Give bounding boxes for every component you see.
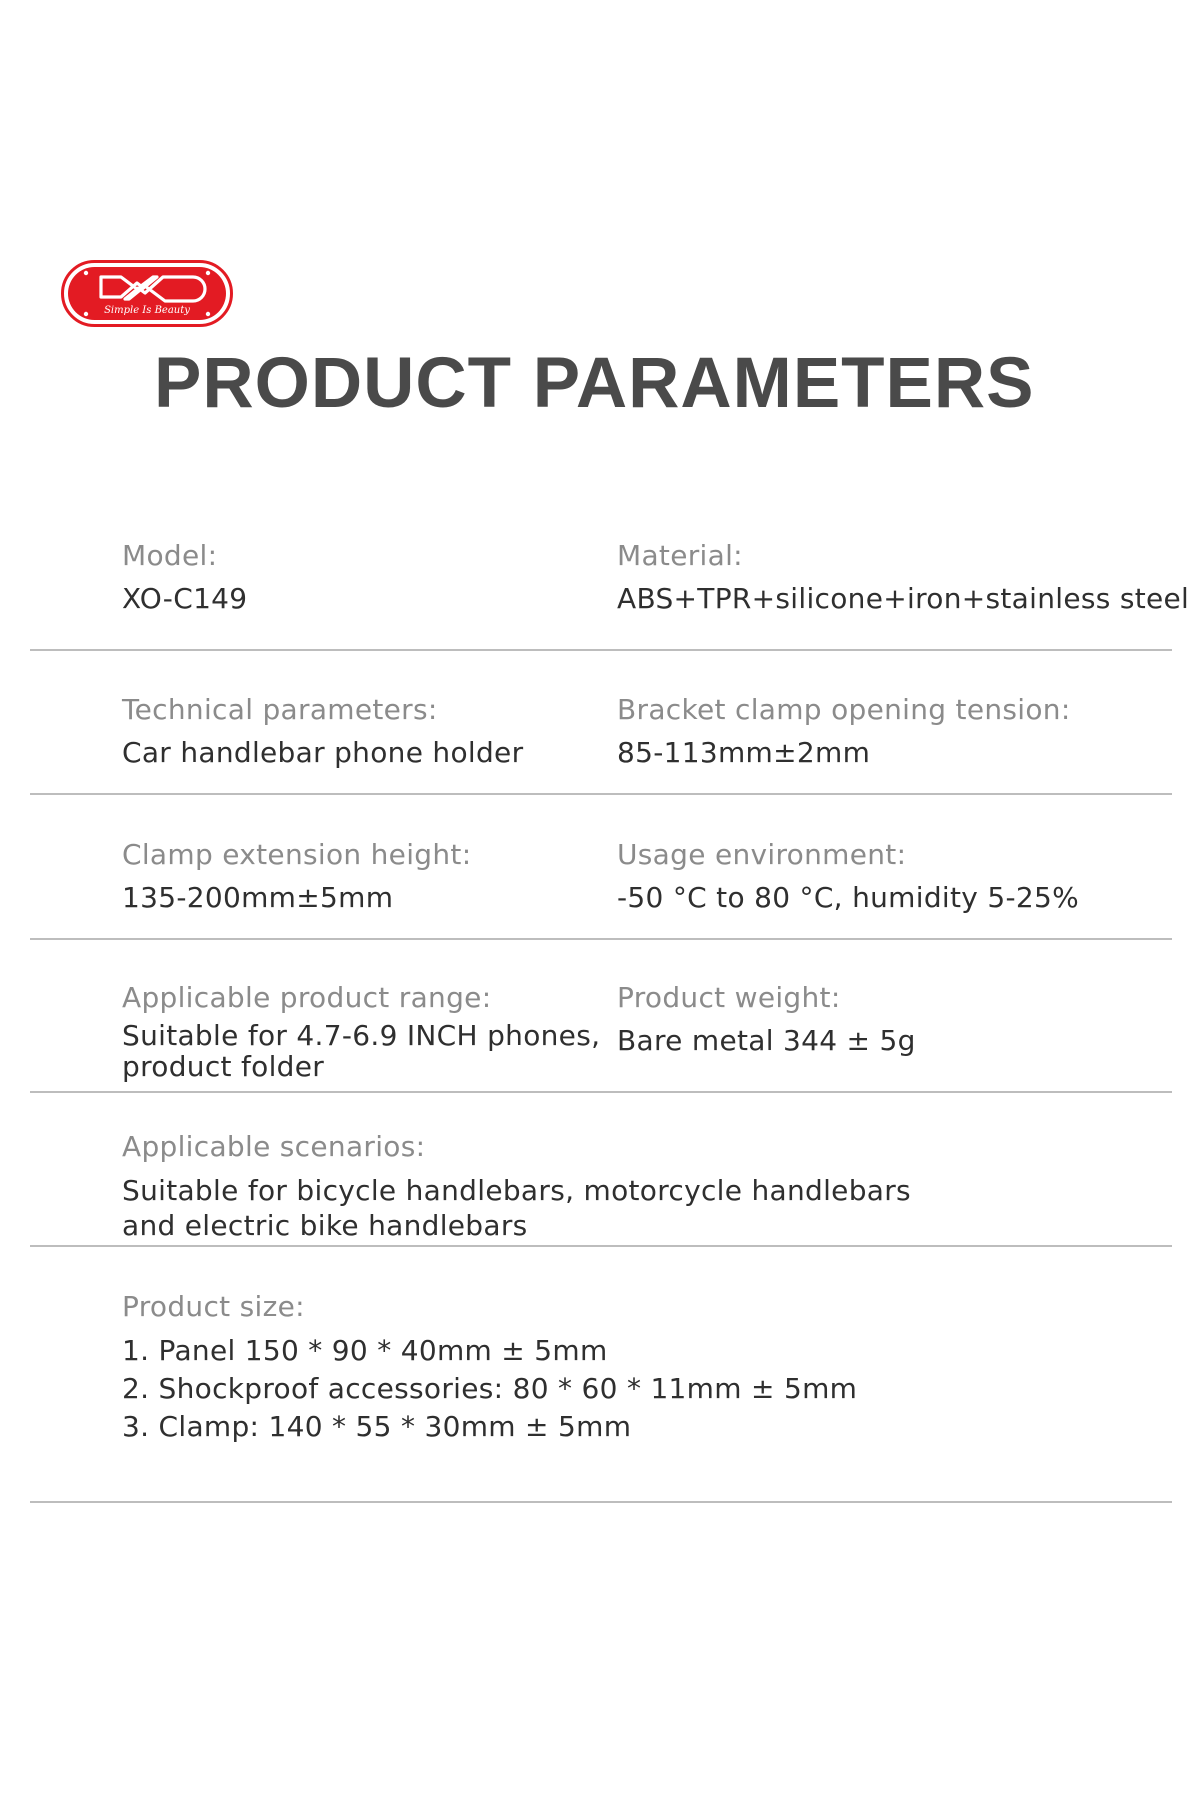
param-range xyxy=(122,981,600,1082)
param-value: Car handlebar phone holder xyxy=(122,736,524,769)
divider xyxy=(30,1501,1172,1503)
param-value: Bare metal 344 ± 5g xyxy=(617,1024,916,1057)
param-value: 135-200mm±5mm xyxy=(122,881,394,914)
param-label: Clamp extension height: xyxy=(122,838,472,871)
param-value: XO-C149 xyxy=(122,582,248,615)
param-value-line: Suitable for 4.7-6.9 INCH phones, xyxy=(122,1019,601,1052)
divider xyxy=(30,938,1172,940)
size-item: 1. Panel 150 * 90 * 40mm ± 5mm xyxy=(122,1334,608,1367)
param-label: Technical parameters: xyxy=(122,693,438,726)
param-tension xyxy=(617,693,1071,770)
param-label: Model: xyxy=(122,539,218,572)
size-item: 3. Clamp: 140 * 55 * 30mm ± 5mm xyxy=(122,1410,632,1443)
param-weight xyxy=(617,981,916,1058)
param-value xyxy=(122,1173,911,1243)
param-value xyxy=(122,1020,600,1082)
param-scenarios xyxy=(122,1130,911,1243)
param-label: Product size: xyxy=(122,1290,305,1323)
param-model xyxy=(122,539,247,616)
divider xyxy=(30,1245,1172,1247)
param-value-line: and electric bike handlebars xyxy=(122,1209,528,1242)
divider xyxy=(30,1091,1172,1093)
param-value: 85-113mm±2mm xyxy=(617,736,871,769)
param-value xyxy=(122,1332,857,1446)
param-value-line: product folder xyxy=(122,1050,325,1083)
param-label: Material: xyxy=(617,539,743,572)
logo-tagline: Simple Is Beauty xyxy=(104,305,190,316)
param-extension xyxy=(122,838,471,915)
param-label: Applicable product range: xyxy=(122,981,492,1014)
param-value: -50 °C to 80 °C, humidity 5-25% xyxy=(617,881,1079,914)
param-material xyxy=(617,539,1189,616)
param-environment xyxy=(617,838,1079,915)
param-label: Applicable scenarios: xyxy=(122,1130,426,1163)
brand-logo xyxy=(61,260,233,327)
param-label: Bracket clamp opening tension: xyxy=(617,693,1071,726)
param-value: ABS+TPR+silicone+iron+stainless steel xyxy=(617,582,1190,615)
divider xyxy=(30,793,1172,795)
page-title: PRODUCT PARAMETERS xyxy=(154,344,1035,423)
param-label: Usage environment: xyxy=(617,838,907,871)
divider xyxy=(30,649,1172,651)
size-item: 2. Shockproof accessories: 80 * 60 * 11mm ± 5mm xyxy=(122,1372,858,1405)
param-technical xyxy=(122,693,523,770)
param-label: Product weight: xyxy=(617,981,841,1014)
param-size xyxy=(122,1290,857,1446)
param-value-line: Suitable for bicycle handlebars, motorcycle handlebars xyxy=(122,1174,911,1207)
